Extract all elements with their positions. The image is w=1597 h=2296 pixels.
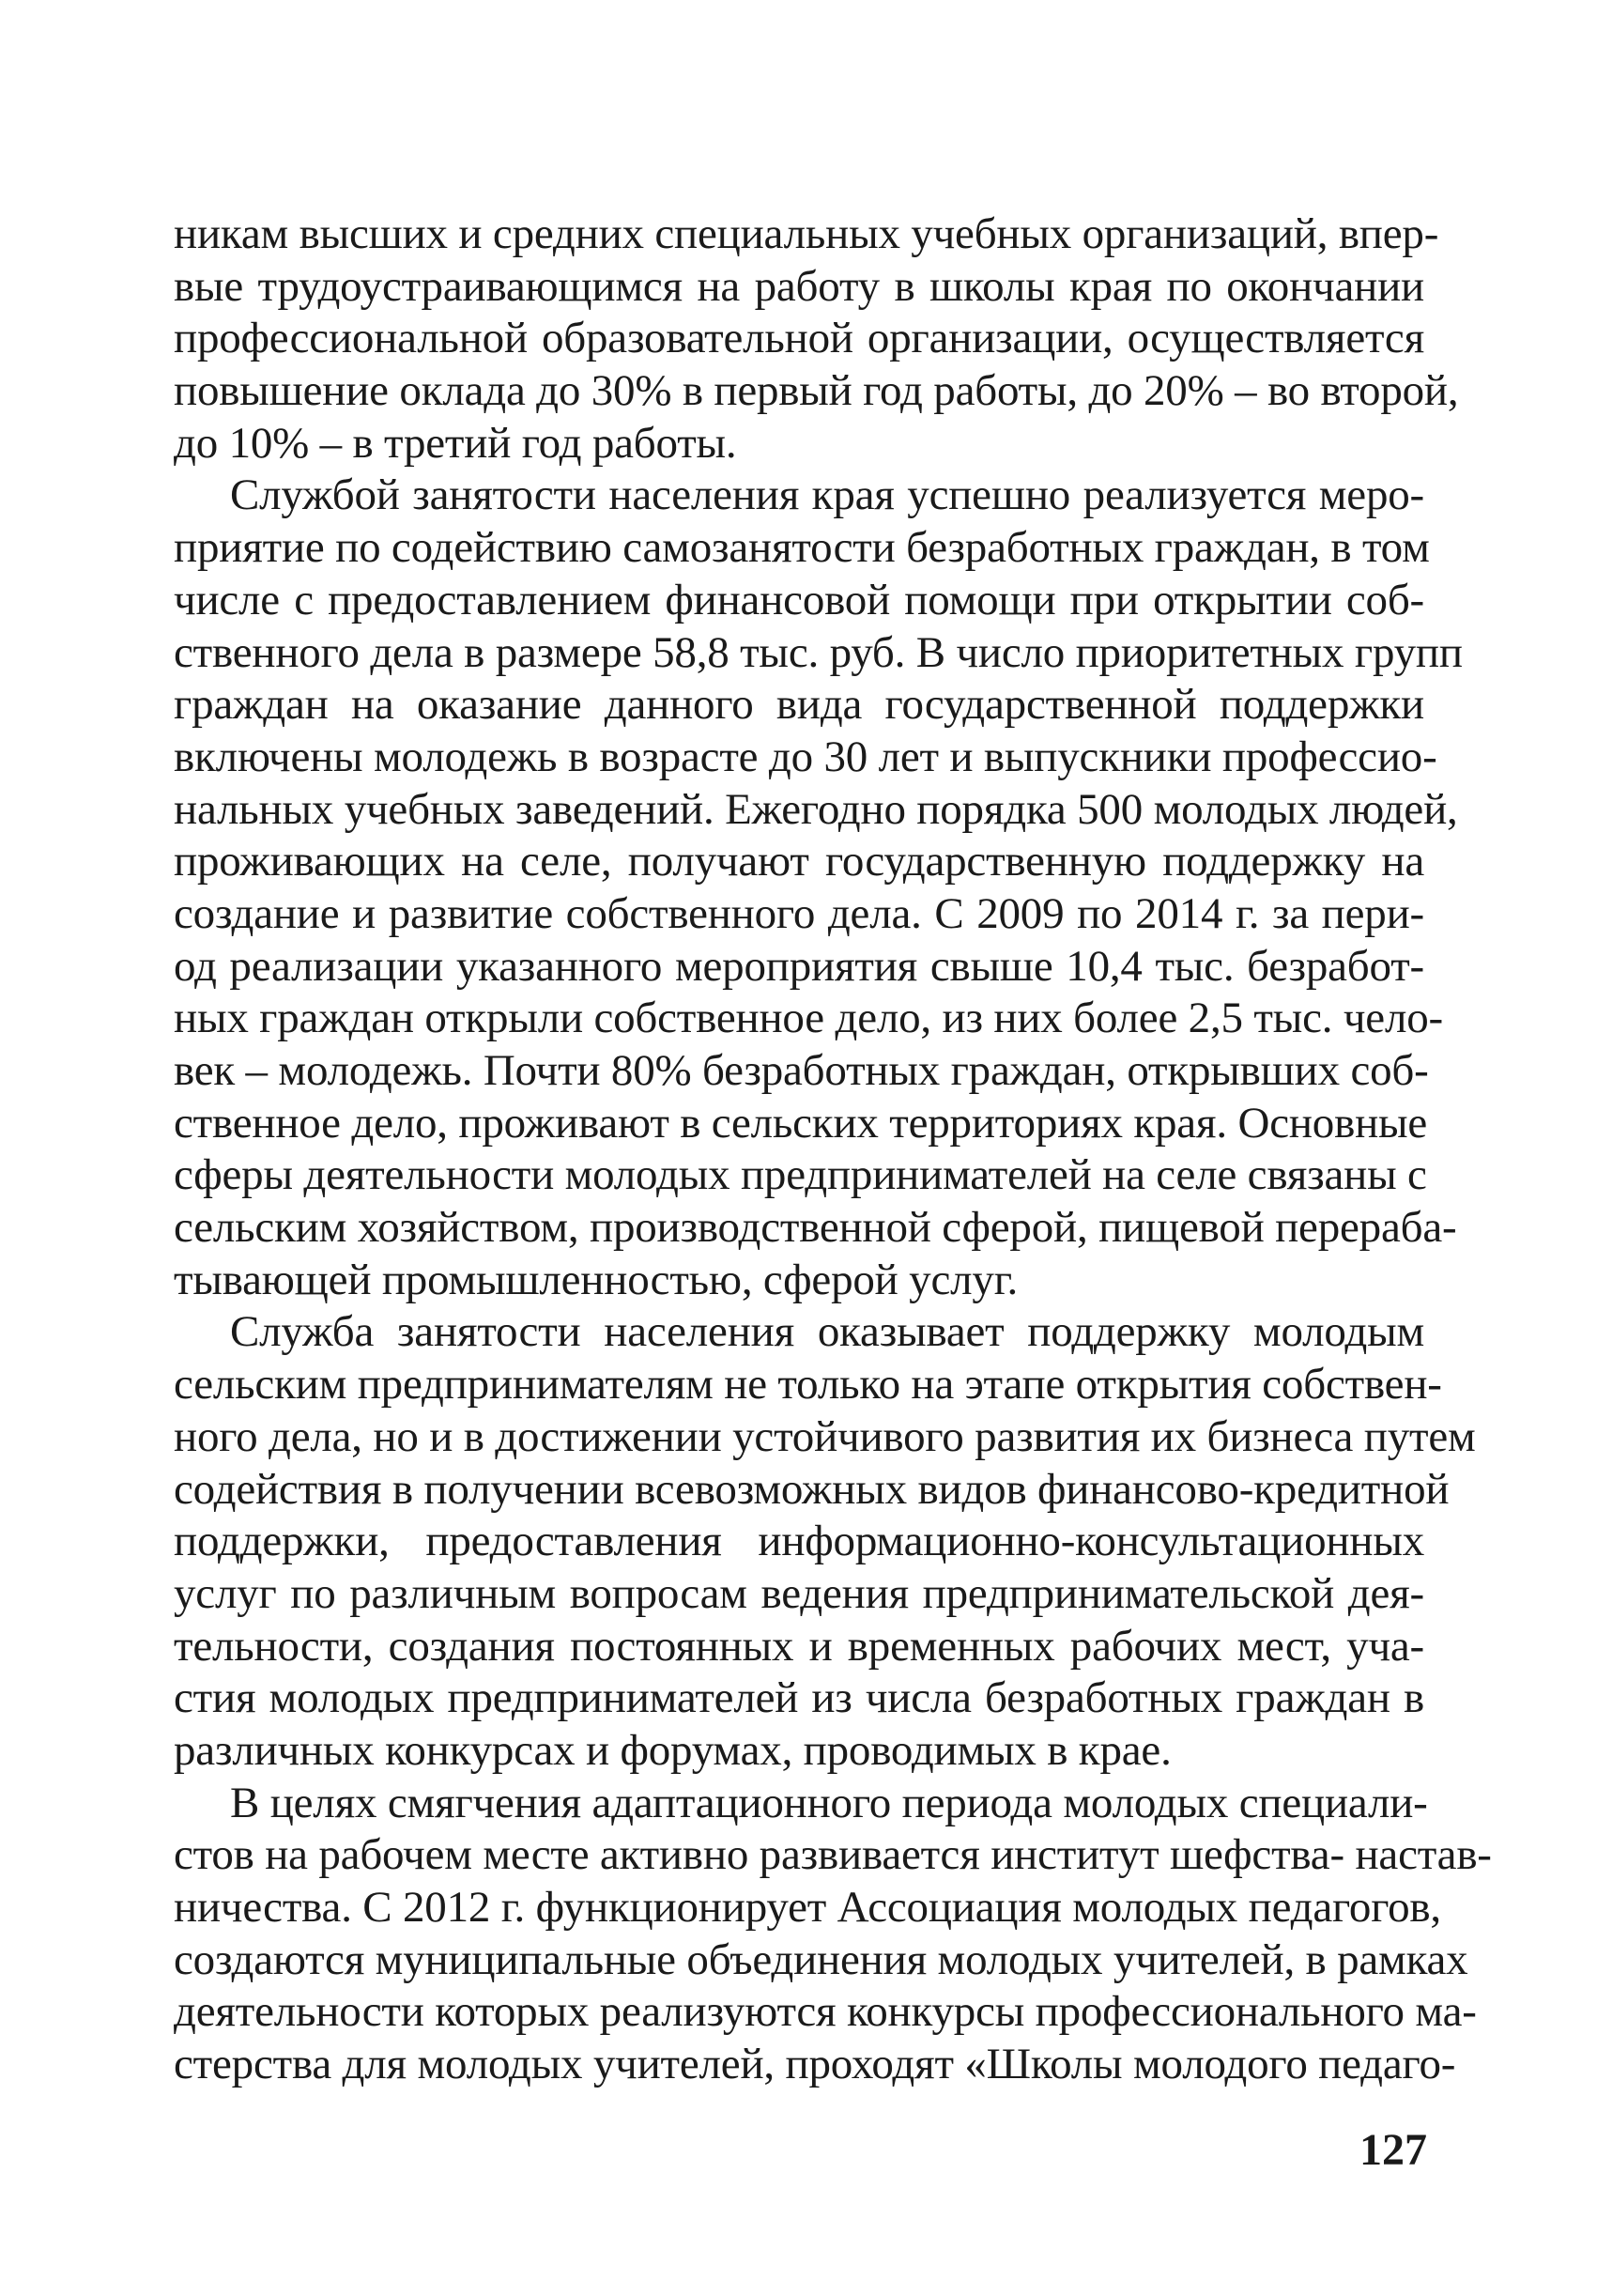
text-line: стерства для молодых учителей, проходят «Школы молодого педаго- bbox=[174, 2040, 1456, 2089]
text-line: Службой занятости населения края успешно реализуется меро- bbox=[230, 470, 1424, 520]
text-line: стия молодых предпринимателей из числа безработных граждан в bbox=[174, 1673, 1424, 1723]
text-line: нальных учебных заведений. Ежегодно порядка 500 молодых людей, bbox=[174, 784, 1458, 834]
page-body bbox=[174, 208, 1492, 2091]
text-line: ственное дело, проживают в сельских территориях края. Основные bbox=[174, 1098, 1428, 1148]
text-line: вые трудоустраивающимся на работу в школы края по окончании bbox=[174, 261, 1424, 311]
text-line: ничества. С 2012 г. функционирует Ассоциация молодых педагогов, bbox=[174, 1883, 1441, 1932]
text-line: услуг по различным вопросам ведения предпринимательской дея- bbox=[174, 1568, 1424, 1618]
text-line: проживающих на селе, получают государственную поддержку на bbox=[174, 837, 1424, 886]
paragraph-1 bbox=[174, 208, 1459, 470]
text-line: повышение оклада до 30% в первый год работы, до 20% – во второй, bbox=[174, 366, 1459, 416]
paragraph-3 bbox=[174, 1306, 1476, 1777]
text-line: од реализации указанного мероприятия свыше 10,4 тыс. безработ- bbox=[174, 941, 1424, 991]
text-line: различных конкурсах и форумах, проводимых в крае. bbox=[174, 1725, 1172, 1775]
text-line: сельским предпринимателям не только на этапе открытия собствен- bbox=[174, 1360, 1442, 1410]
text-line: профессиональной образовательной организации, осуществляется bbox=[174, 314, 1424, 363]
text-line: никам высших и средних специальных учебных организаций, впер- bbox=[174, 209, 1439, 258]
text-line: создаются муниципальные объединения молодых учителей, в рамках bbox=[174, 1934, 1468, 1984]
text-line: граждан на оказание данного вида государственной поддержки bbox=[174, 680, 1424, 730]
text-line: Служба занятости населения оказывает поддержку молодым bbox=[230, 1307, 1424, 1357]
paragraph-2 bbox=[174, 470, 1463, 1306]
text-line: до 10% – в третий год работы. bbox=[174, 418, 737, 468]
text-line: век – молодежь. Почти 80% безработных граждан, открывших соб- bbox=[174, 1046, 1429, 1095]
text-line: тывающей промышленностью, сферой услуг. bbox=[174, 1255, 1019, 1304]
text-line: приятие по содействию самозанятости безработных граждан, в том bbox=[174, 523, 1430, 573]
text-line: В целях смягчения адаптационного периода молодых специали- bbox=[230, 1778, 1428, 1827]
text-line: ных граждан открыли собственное дело, из них более 2,5 тыс. чело- bbox=[174, 994, 1443, 1043]
text-line: включены молодежь в возрасте до 30 лет и выпускники профессио- bbox=[174, 732, 1437, 781]
paragraph-4 bbox=[174, 1778, 1492, 2091]
text-line: числе с предоставлением финансовой помощи при открытии соб- bbox=[174, 575, 1424, 624]
text-line: стов на рабочем месте активно развивается институт шефства- настав- bbox=[174, 1830, 1492, 1880]
page-number: 127 bbox=[1359, 2125, 1427, 2175]
text-line: деятельности которых реализуются конкурсы профессионального ма- bbox=[174, 1987, 1477, 2037]
text-line: тельности, создания постоянных и временных рабочих мест, уча- bbox=[174, 1621, 1424, 1671]
text-line: создание и развитие собственного дела. С 2009 по 2014 г. за пери- bbox=[174, 888, 1424, 938]
text-line: поддержки, предоставления информационно-консультационных bbox=[174, 1517, 1424, 1566]
text-line: ного дела, но и в достижении устойчивого развития их бизнеса путем bbox=[174, 1411, 1476, 1461]
text-line: ственного дела в размере 58,8 тыс. руб. В число приоритетных групп bbox=[174, 627, 1463, 677]
text-line: сферы деятельности молодых предпринимателей на селе связаны с bbox=[174, 1150, 1427, 1200]
text-line: сельским хозяйством, производственной сферой, пищевой перераба- bbox=[174, 1203, 1457, 1253]
text-line: содействия в получении всевозможных видов финансово-кредитной bbox=[174, 1464, 1450, 1514]
